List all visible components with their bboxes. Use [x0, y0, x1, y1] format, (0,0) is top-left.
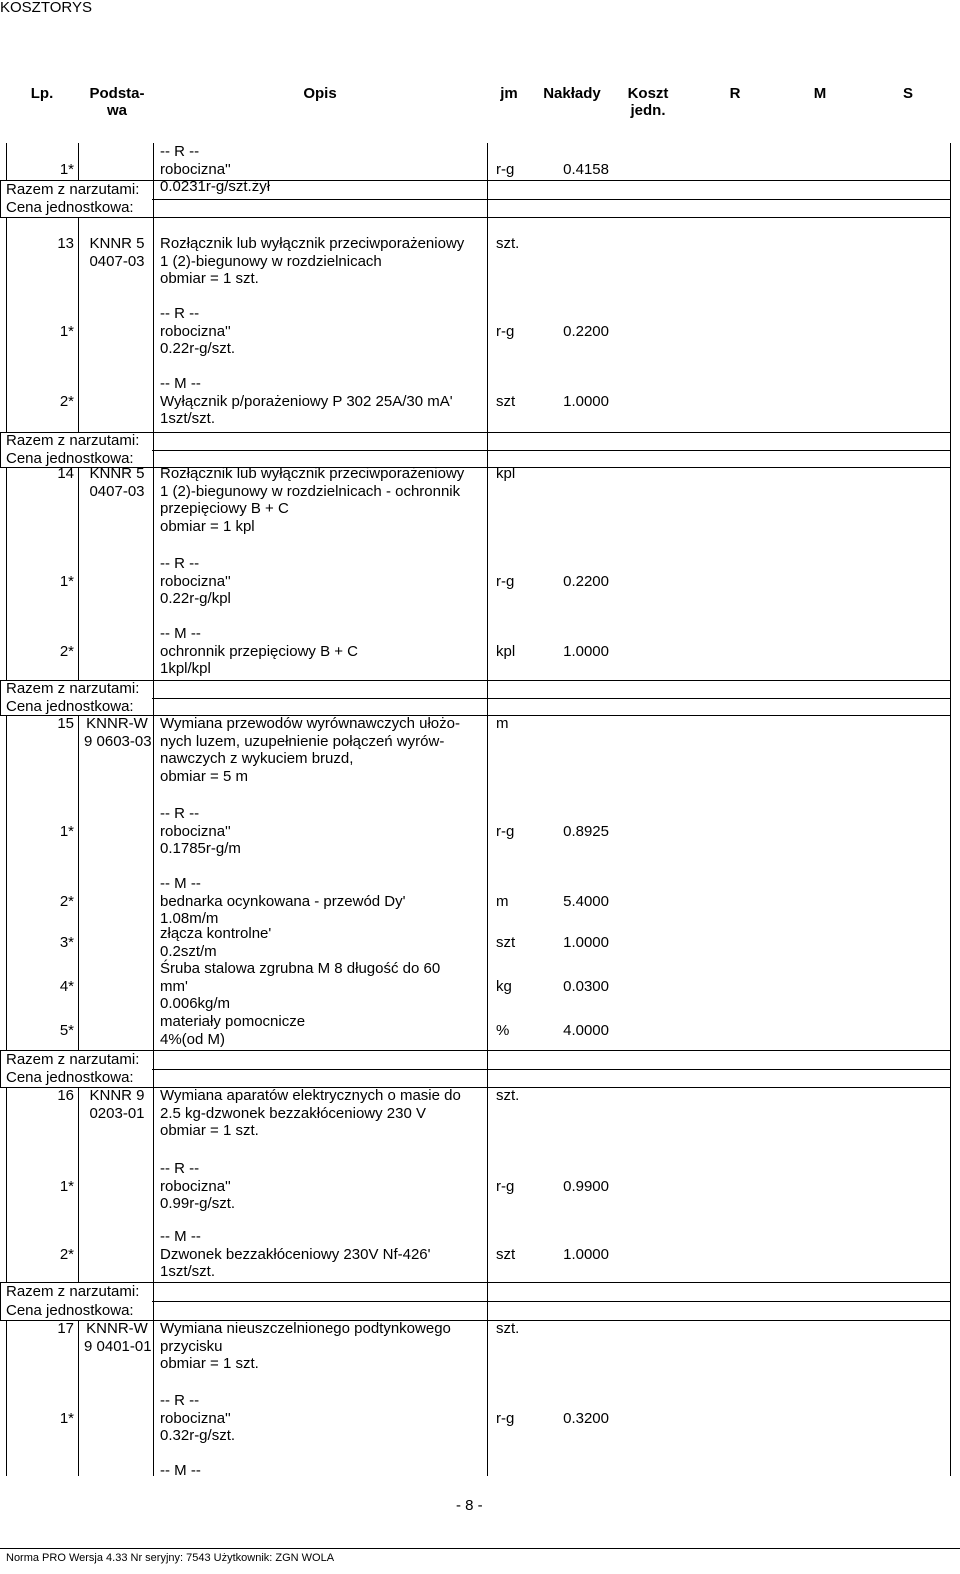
summary-divider — [487, 432, 488, 467]
header-koszt — [620, 85, 676, 119]
quantity: 1.0000 — [563, 933, 609, 951]
page-number: - 8 - — [456, 1497, 483, 1514]
summary-divider — [153, 1282, 154, 1320]
table-right-border — [950, 143, 951, 1476]
unit: szt — [496, 1245, 516, 1263]
quantity: 1.0000 — [563, 1245, 609, 1263]
description-line: robocizna'' — [160, 322, 231, 340]
description-line: -- R -- — [160, 1160, 200, 1177]
summary-divider — [487, 1282, 488, 1320]
quantity: 0.2200 — [563, 572, 609, 590]
resource-number: 1* — [59, 322, 74, 340]
summary-label-cena: Cena jednostkowa: — [6, 697, 134, 715]
column-divider-lp — [6, 143, 7, 1476]
description-line: 0.22r-g/szt. — [160, 340, 236, 357]
header-naklady: Nakłady — [543, 85, 601, 102]
description-line: 0.22r-g/kpl — [160, 590, 231, 607]
description-line: 0.1785r-g/m — [160, 840, 241, 857]
description-line: złącza kontrolne' — [160, 925, 272, 942]
description-line: robocizna'' — [160, 160, 231, 178]
quantity: 0.0300 — [563, 977, 609, 995]
description-line: 1.08m/m — [160, 910, 219, 927]
header-m: M — [813, 85, 827, 102]
description-line: bednarka ocynkowana - przewód Dy' — [160, 892, 406, 910]
column-divider-opis — [153, 143, 154, 1476]
description-line: -- R -- — [160, 1392, 200, 1409]
resource-number: 1* — [59, 1409, 74, 1427]
header-koszt-line2: jedn. — [630, 102, 666, 119]
description-line: 2.5 kg-dzwonek bezzakłóceniowy 230 V — [160, 1104, 426, 1122]
item-number: 13 — [57, 235, 74, 252]
header-jm: jm — [500, 85, 518, 102]
item-basis: 0407-03 — [89, 252, 145, 270]
header-opis: Opis — [303, 85, 337, 102]
description-line: Rozłącznik lub wyłącznik przeciwporażeniowy — [160, 465, 465, 482]
unit: m — [496, 715, 509, 732]
description-line: ochronnik przepięciowy B + C — [160, 642, 359, 660]
description-line: robocizna'' — [160, 1177, 231, 1195]
item-basis: KNNR 9 — [89, 1087, 145, 1104]
item-basis: 9 0401-01 — [84, 1337, 152, 1355]
resource-number: 1* — [59, 572, 74, 590]
summary-label-razem: Razem z narzutami: — [6, 180, 140, 198]
resource-number: 2* — [59, 892, 74, 910]
summary-divider — [153, 680, 154, 715]
description-line: 1 (2)-biegunowy w rozdzielnicach — [160, 252, 382, 270]
header-koszt-line1: Koszt — [627, 85, 669, 102]
column-divider-jm — [487, 143, 488, 1476]
description-line: obmiar = 5 m — [160, 767, 248, 785]
item-number: 15 — [57, 715, 74, 732]
quantity: 0.2200 — [563, 322, 609, 340]
description-line: nych luzem, uzupełnienie połączeń wyrów- — [160, 732, 445, 750]
description-line: 4%(od M) — [160, 1030, 226, 1048]
description-line: robocizna'' — [160, 572, 231, 590]
quantity: 1.0000 — [563, 642, 609, 660]
description-line: 1 (2)-biegunowy w rozdzielnicach - ochronnik — [160, 482, 461, 500]
description-line: przepięciowy B + C — [160, 500, 289, 517]
quantity: 5.4000 — [563, 892, 609, 910]
quantity: 4.0000 — [563, 1021, 609, 1039]
unit: kg — [496, 977, 512, 995]
item-number: 17 — [57, 1320, 74, 1337]
footer-text: Norma PRO Wersja 4.33 Nr seryjny: 7543 Użytkownik: ZGN WOLA — [6, 1552, 335, 1564]
description-line: -- M -- — [160, 875, 201, 892]
description-line: 0.006kg/m — [160, 995, 231, 1012]
description-line: przycisku — [160, 1337, 223, 1355]
unit: m — [496, 892, 509, 910]
description-line: -- R -- — [160, 305, 200, 322]
description-line: -- M -- — [160, 375, 201, 392]
summary-left-border — [0, 1050, 1, 1087]
header-r: R — [729, 85, 741, 102]
summary-label-razem: Razem z narzutami: — [6, 432, 140, 449]
item-basis: KNNR-W — [86, 715, 148, 732]
description-line: -- M -- — [160, 1462, 201, 1479]
unit: r-g — [496, 1409, 515, 1427]
description-line: obmiar = 1 szt. — [160, 1122, 259, 1139]
unit: szt. — [496, 1087, 520, 1104]
summary-label-cena: Cena jednostkowa: — [6, 1069, 134, 1086]
resource-number: 1* — [59, 160, 74, 178]
description-line: materiały pomocnicze — [160, 1013, 306, 1030]
description-line: 0.0231r-g/szt.żył — [160, 178, 271, 195]
resource-number: 2* — [59, 1245, 74, 1263]
quantity: 0.9900 — [563, 1177, 609, 1195]
item-basis: KNNR-W — [86, 1320, 148, 1337]
item-basis: KNNR 5 — [89, 465, 145, 482]
description-line: 0.2szt/m — [160, 942, 217, 960]
resource-number: 1* — [59, 1177, 74, 1195]
summary-divider — [153, 180, 154, 217]
description-line: nawczych z wykuciem bruzd, — [160, 750, 354, 767]
summary-divider — [487, 180, 488, 217]
resource-number: 1* — [59, 822, 74, 840]
column-divider-podstawa — [78, 143, 79, 1476]
description-line: Śruba stalowa zgrubna M 8 długość do 60 — [160, 960, 441, 977]
summary-divider — [487, 1050, 488, 1087]
item-basis: 0203-01 — [89, 1104, 145, 1122]
summary-left-border — [0, 180, 1, 217]
summary-divider — [487, 680, 488, 715]
description-line: obmiar = 1 szt. — [160, 1355, 259, 1372]
summary-label-cena: Cena jednostkowa: — [6, 199, 134, 216]
summary-left-border — [0, 680, 1, 715]
unit: szt — [496, 933, 516, 951]
description-line: robocizna'' — [160, 822, 231, 840]
footer-divider — [0, 1548, 960, 1549]
summary-divider — [153, 1050, 154, 1087]
description-line: -- R -- — [160, 555, 200, 572]
resource-number: 5* — [59, 1021, 74, 1039]
description-line: mm' — [160, 977, 188, 995]
item-basis: 0407-03 — [89, 482, 145, 500]
resource-number: 2* — [59, 642, 74, 660]
unit: r-g — [496, 822, 515, 840]
header-lp: Lp. — [30, 85, 54, 102]
summary-left-border — [0, 432, 1, 467]
description-line: obmiar = 1 szt. — [160, 270, 259, 287]
resource-number: 4* — [59, 977, 74, 995]
description-line: Rozłącznik lub wyłącznik przeciwporażeniowy — [160, 235, 465, 252]
unit: kpl — [496, 642, 516, 660]
resource-number: 3* — [59, 933, 74, 951]
unit: r-g — [496, 160, 515, 178]
description-line: 1szt/szt. — [160, 410, 216, 427]
unit: szt. — [496, 1320, 520, 1337]
description-line: 1szt/szt. — [160, 1263, 216, 1280]
description-line: Wymiana aparatów elektrycznych o masie do — [160, 1087, 461, 1104]
quantity: 1.0000 — [563, 392, 609, 410]
quantity: 0.3200 — [563, 1409, 609, 1427]
description-line: Wyłącznik p/porażeniowy P 302 25A/30 mA' — [160, 392, 453, 410]
header-podstawa-line1: Podsta- — [89, 85, 145, 102]
item-basis: KNNR 5 — [89, 235, 145, 252]
unit: r-g — [496, 1177, 515, 1195]
unit: szt. — [496, 235, 520, 252]
quantity: 0.4158 — [563, 160, 609, 178]
header-s: S — [902, 85, 913, 102]
description-line: 0.32r-g/szt. — [160, 1427, 236, 1444]
item-number: 14 — [57, 465, 74, 482]
item-basis: 9 0603-03 — [84, 732, 152, 750]
description-line: -- M -- — [160, 1228, 201, 1245]
description-line: obmiar = 1 kpl — [160, 517, 255, 535]
resource-number: 2* — [59, 392, 74, 410]
description-line: -- M -- — [160, 625, 201, 642]
header-podstawa-line2: wa — [106, 102, 127, 119]
description-line: robocizna'' — [160, 1409, 231, 1427]
description-line: Wymiana nieuszczelnionego podtynkowego — [160, 1320, 451, 1337]
description-line: 0.99r-g/szt. — [160, 1195, 236, 1212]
app-title: KOSZTORYS — [0, 0, 92, 16]
unit: r-g — [496, 322, 515, 340]
summary-label-razem: Razem z narzutami: — [6, 1282, 140, 1300]
unit: szt — [496, 392, 516, 410]
summary-label-razem: Razem z narzutami: — [6, 1050, 140, 1068]
unit: kpl — [496, 465, 516, 482]
description-line: Wymiana przewodów wyrównawczych ułożo- — [160, 715, 460, 732]
description-line: Dzwonek bezzakłóceniowy 230V Nf-426' — [160, 1245, 431, 1263]
summary-label-cena: Cena jednostkowa: — [6, 449, 134, 467]
item-number: 16 — [57, 1087, 74, 1104]
summary-divider — [153, 432, 154, 467]
description-line: -- R -- — [160, 143, 200, 160]
quantity: 0.8925 — [563, 822, 609, 840]
summary-bottom-line — [0, 217, 950, 218]
header-podstawa — [84, 85, 150, 119]
description-line: 1kpl/kpl — [160, 660, 211, 677]
unit: % — [496, 1021, 510, 1039]
summary-left-border — [0, 1282, 1, 1320]
unit: r-g — [496, 572, 515, 590]
description-line: -- R -- — [160, 805, 200, 822]
summary-label-razem: Razem z narzutami: — [6, 680, 140, 697]
summary-label-cena: Cena jednostkowa: — [6, 1301, 134, 1319]
